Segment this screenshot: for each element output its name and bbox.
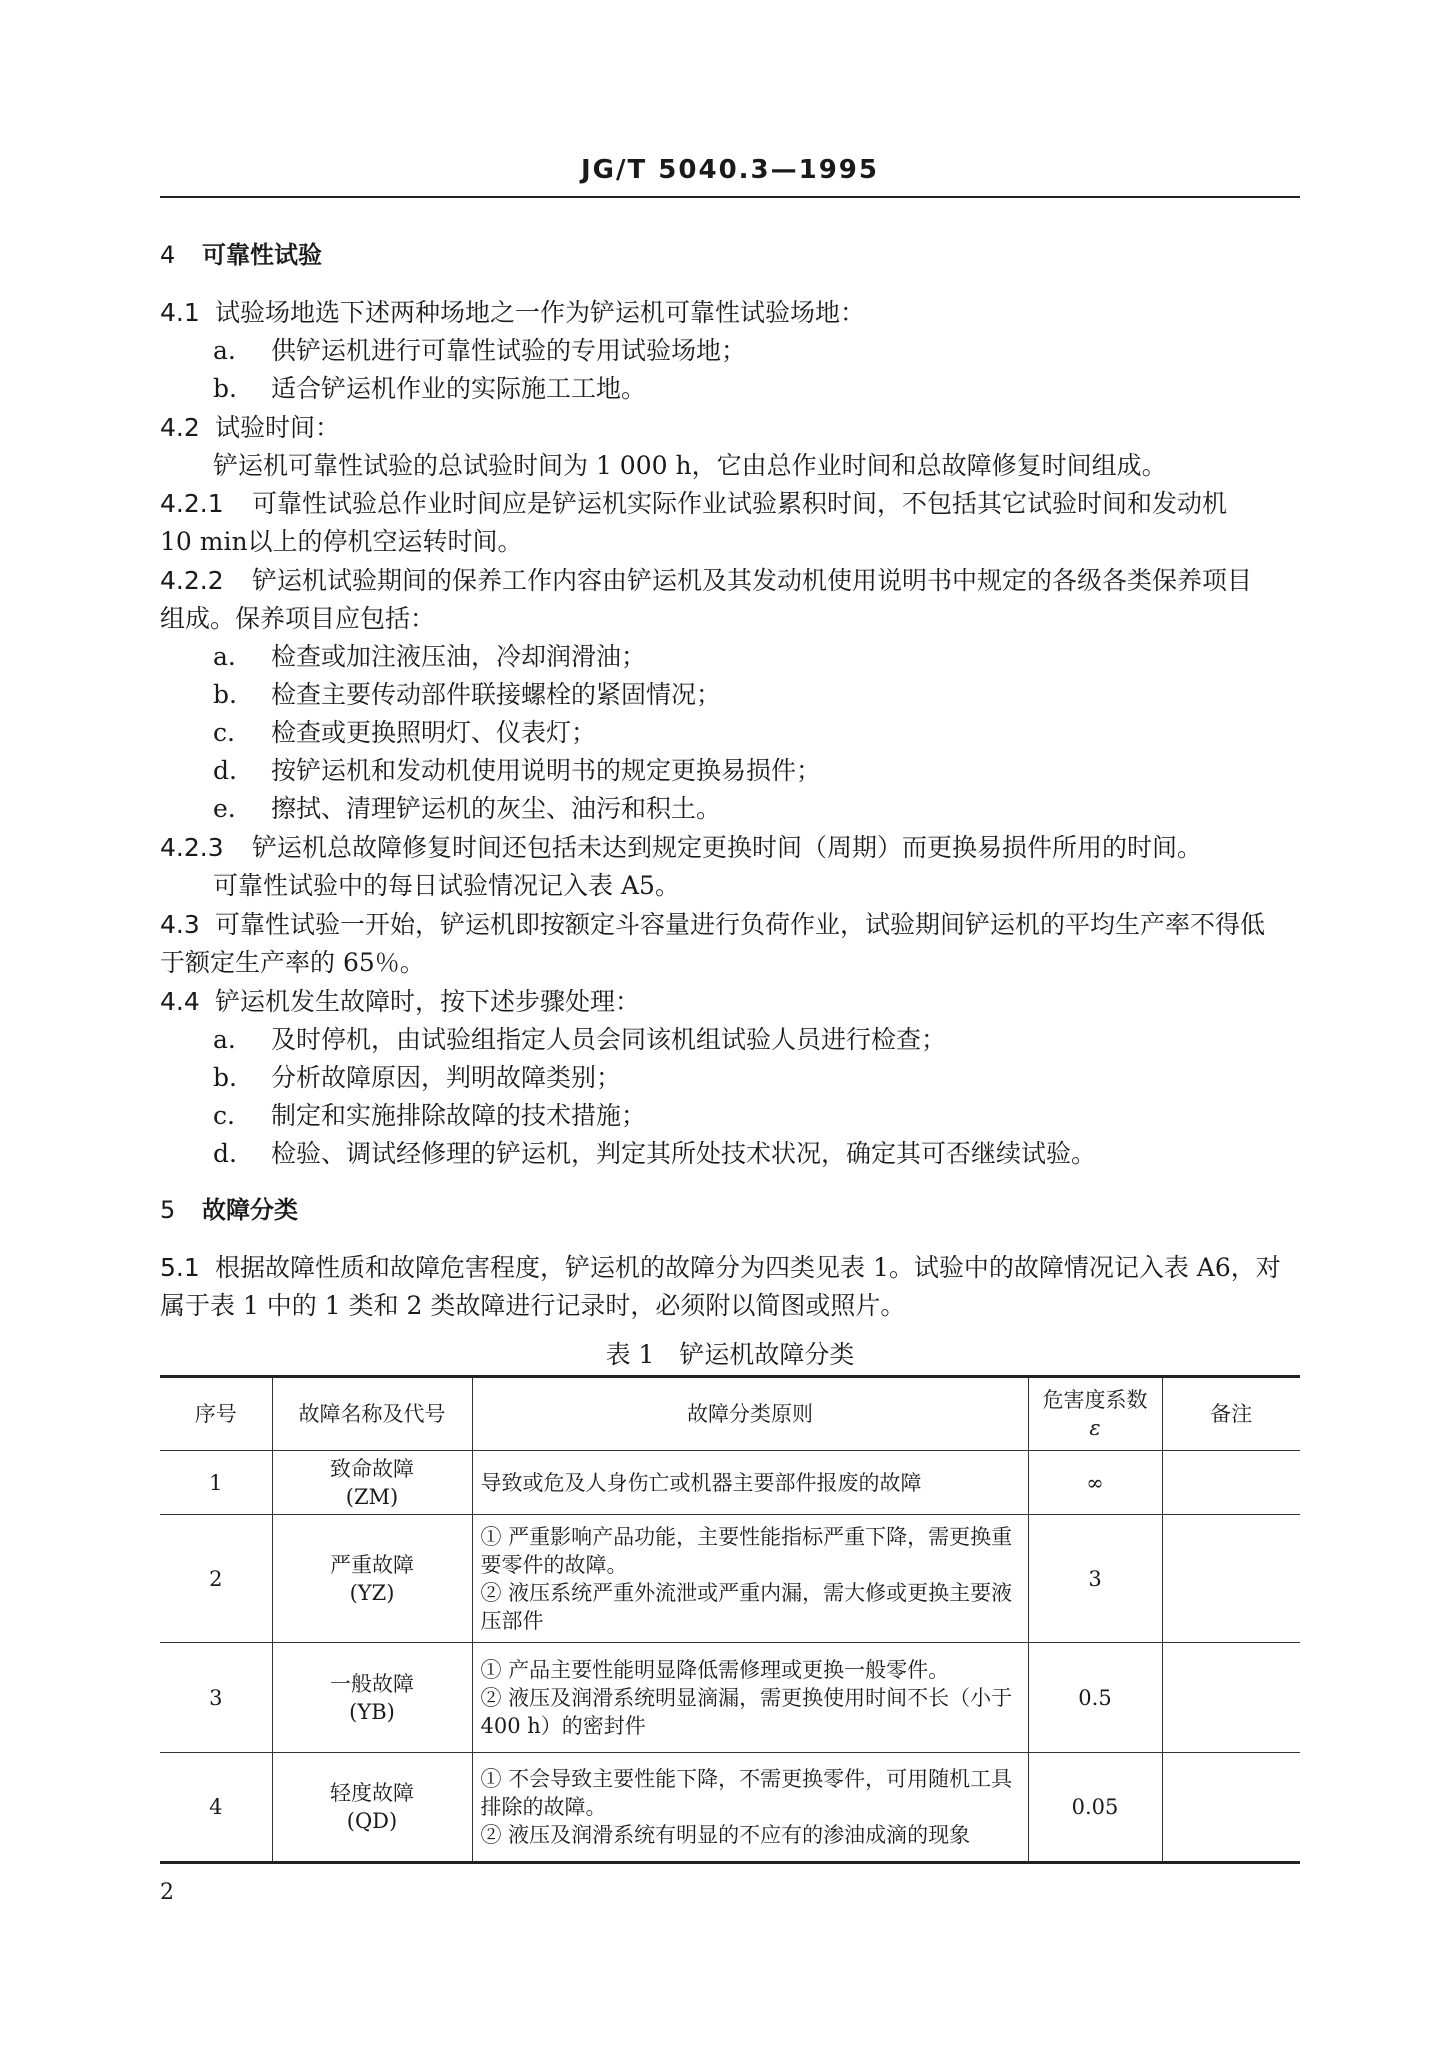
clause-body: 可靠性试验中的每日试验情况记入表 A5。	[213, 871, 680, 900]
cell-coef: ∞	[1028, 1451, 1162, 1515]
rule-line: ① 严重影响产品功能，主要性能指标严重下降，需更换重要零件的故障。	[480, 1524, 1013, 1577]
fault-code: (ZM)	[345, 1484, 399, 1509]
cell-name	[272, 1643, 472, 1753]
item-label: c.	[213, 1101, 235, 1130]
clause-text: 铲运机试验期间的保养工作内容由铲运机及其发动机使用说明书中规定的各级各类保养项目	[252, 566, 1253, 595]
header-coef	[1028, 1377, 1162, 1451]
clause-text: 试验场地选下述两种场地之一作为铲运机可靠性试验场地：	[215, 298, 866, 327]
header-no: 序号	[160, 1377, 272, 1451]
list-item	[213, 374, 646, 404]
clause-number: 4.1	[160, 298, 200, 327]
clause-number: 4.3	[160, 910, 200, 939]
clause-4-2	[160, 413, 340, 443]
fault-classification-table	[160, 1375, 1300, 1864]
item-label: b.	[213, 374, 237, 403]
fault-code: (YB)	[349, 1699, 395, 1724]
cell-rule	[472, 1451, 1028, 1515]
rule-line: ② 液压及润滑系统有明显的不应有的渗油成滴的现象	[480, 1823, 971, 1847]
clause-text: 试验时间：	[215, 413, 341, 442]
rule-line: ② 液压系统严重外流泄或严重内漏，需大修或更换主要液压部件	[480, 1580, 1013, 1633]
header-rule: 故障分类原则	[472, 1377, 1028, 1451]
header-coef-label: 危害度系数	[1042, 1388, 1148, 1412]
list-item	[213, 1025, 946, 1055]
section-4-title	[160, 240, 322, 270]
clause-text: 铲运机总故障修复时间还包括未达到规定更换时间（周期）而更换易损件所用的时间。	[252, 833, 1203, 862]
cell-coef: 0.05	[1028, 1753, 1162, 1863]
rule-line: ① 不会导致主要性能下降，不需更换零件，可用随机工具排除的故障。	[480, 1767, 1013, 1819]
list-item	[213, 336, 746, 366]
fault-code: (QD)	[346, 1809, 398, 1833]
fault-name: 致命故障	[330, 1456, 414, 1481]
list-item	[213, 718, 596, 748]
header-name: 故障名称及代号	[272, 1377, 472, 1451]
list-item	[213, 756, 821, 786]
table-row	[160, 1451, 1300, 1515]
cell-rule	[472, 1515, 1028, 1643]
fault-code: (YZ)	[349, 1580, 395, 1605]
clause-5-1	[160, 1253, 1281, 1283]
cell-rule	[472, 1753, 1028, 1863]
rule-line: ② 液压及润滑系统明显滴漏，需更换使用时间不长（小于 400 h）的密封件	[480, 1685, 1013, 1738]
item-text: 检查或更换照明灯、仪表灯；	[271, 718, 597, 747]
clause-text-continued: 10 min以上的停机空运转时间。	[160, 527, 523, 556]
clause-number: 4.4	[160, 987, 200, 1016]
header-rule	[160, 196, 1300, 198]
clause-number: 5.1	[160, 1253, 200, 1282]
clause-text: 根据故障性质和故障危害程度，铲运机的故障分为四类见表 1。试验中的故障情况记入表 A6，对	[215, 1253, 1281, 1282]
item-text: 检查主要传动部件联接螺栓的紧固情况；	[271, 680, 722, 709]
clause-body: 铲运机可靠性试验的总试验时间为 1 000 h，它由总作业时间和总故障修复时间组成。	[213, 451, 1167, 480]
list-item	[213, 680, 721, 710]
list-item	[213, 1063, 621, 1093]
item-label: a.	[213, 642, 236, 671]
clause-text: 铲运机发生故障时，按下述步骤处理：	[215, 987, 641, 1016]
cell-no: 1	[160, 1451, 272, 1515]
cell-no: 2	[160, 1515, 272, 1643]
cell-coef: 3	[1028, 1515, 1162, 1643]
clause-text-continued: 属于表 1 中的 1 类和 2 类故障进行记录时，必须附以简图或照片。	[160, 1291, 906, 1320]
cell-coef: 0.5	[1028, 1643, 1162, 1753]
fault-name: 一般故障	[330, 1671, 414, 1696]
item-label: d.	[213, 756, 237, 785]
section-title-text: 故障分类	[202, 1196, 298, 1224]
item-text: 适合铲运机作业的实际施工工地。	[271, 374, 647, 403]
item-label: b.	[213, 680, 237, 709]
item-label: a.	[213, 1025, 236, 1054]
clause-number: 4.2.1	[160, 489, 224, 518]
item-label: c.	[213, 718, 235, 747]
cell-no: 4	[160, 1753, 272, 1863]
clause-number: 4.2	[160, 413, 200, 442]
clause-number: 4.2.2	[160, 566, 224, 595]
item-text: 分析故障原因，判明故障类别；	[271, 1063, 622, 1092]
fault-name: 严重故障	[330, 1552, 414, 1577]
table-header-row	[160, 1377, 1300, 1451]
item-text: 及时停机，由试验组指定人员会同该机组试验人员进行检查；	[271, 1025, 947, 1054]
cell-name	[272, 1753, 472, 1863]
clause-4-1	[160, 298, 865, 328]
item-label: b.	[213, 1063, 237, 1092]
standard-code-header: JG/T 5040.3—1995	[581, 155, 879, 185]
table-caption: 表 1 铲运机故障分类	[605, 1340, 855, 1369]
cell-remark	[1162, 1451, 1300, 1515]
list-item	[213, 1139, 1096, 1169]
item-text: 检查或加注液压油，冷却润滑油；	[271, 642, 647, 671]
clause-number: 4.2.3	[160, 833, 224, 862]
rule-line: ① 产品主要性能明显降低需修理或更换一般零件。	[480, 1657, 950, 1682]
item-label: a.	[213, 336, 236, 365]
header-coef-symbol: ε	[1089, 1416, 1101, 1440]
cell-no: 3	[160, 1643, 272, 1753]
cell-remark	[1162, 1753, 1300, 1863]
item-label: e.	[213, 794, 236, 823]
rule-line: 导致或危及人身伤亡或机器主要部件报废的故障	[480, 1470, 922, 1495]
clause-4-2-2	[160, 566, 1252, 596]
cell-name	[272, 1515, 472, 1643]
cell-name	[272, 1451, 472, 1515]
cell-rule	[472, 1643, 1028, 1753]
cell-remark	[1162, 1515, 1300, 1643]
clause-4-2-1	[160, 489, 1227, 519]
list-item	[213, 1101, 646, 1131]
item-text: 按铲运机和发动机使用说明书的规定更换易损件；	[271, 756, 822, 785]
table-row	[160, 1643, 1300, 1753]
clause-text: 可靠性试验总作业时间应是铲运机实际作业试验累积时间，不包括其它试验时间和发动机	[252, 489, 1228, 518]
item-text: 供铲运机进行可靠性试验的专用试验场地；	[271, 336, 747, 365]
section-number: 4	[160, 241, 176, 269]
section-title-text: 可靠性试验	[202, 241, 322, 269]
header-remark: 备注	[1162, 1377, 1300, 1451]
item-text: 检验、调试经修理的铲运机，判定其所处技术状况，确定其可否继续试验。	[271, 1139, 1097, 1168]
section-number: 5	[160, 1196, 176, 1224]
page-number: 2	[160, 1880, 174, 1905]
table-row	[160, 1515, 1300, 1643]
cell-remark	[1162, 1643, 1300, 1753]
table-row	[160, 1753, 1300, 1863]
list-item	[213, 642, 646, 672]
item-text: 制定和实施排除故障的技术措施；	[271, 1101, 647, 1130]
list-item	[213, 794, 721, 824]
section-5-title	[160, 1195, 298, 1225]
clause-4-4	[160, 987, 640, 1017]
fault-name: 轻度故障	[330, 1781, 414, 1805]
item-text: 擦拭、清理铲运机的灰尘、油污和积土。	[271, 794, 722, 823]
clause-text: 可靠性试验一开始，铲运机即按额定斗容量进行负荷作业，试验期间铲运机的平均生产率不得低	[215, 910, 1266, 939]
clause-text-continued: 于额定生产率的 65％。	[160, 948, 425, 977]
clause-4-3	[160, 910, 1265, 940]
item-label: d.	[213, 1139, 237, 1168]
clause-4-2-3	[160, 833, 1202, 863]
clause-text-continued: 组成。保养项目应包括：	[160, 604, 436, 633]
